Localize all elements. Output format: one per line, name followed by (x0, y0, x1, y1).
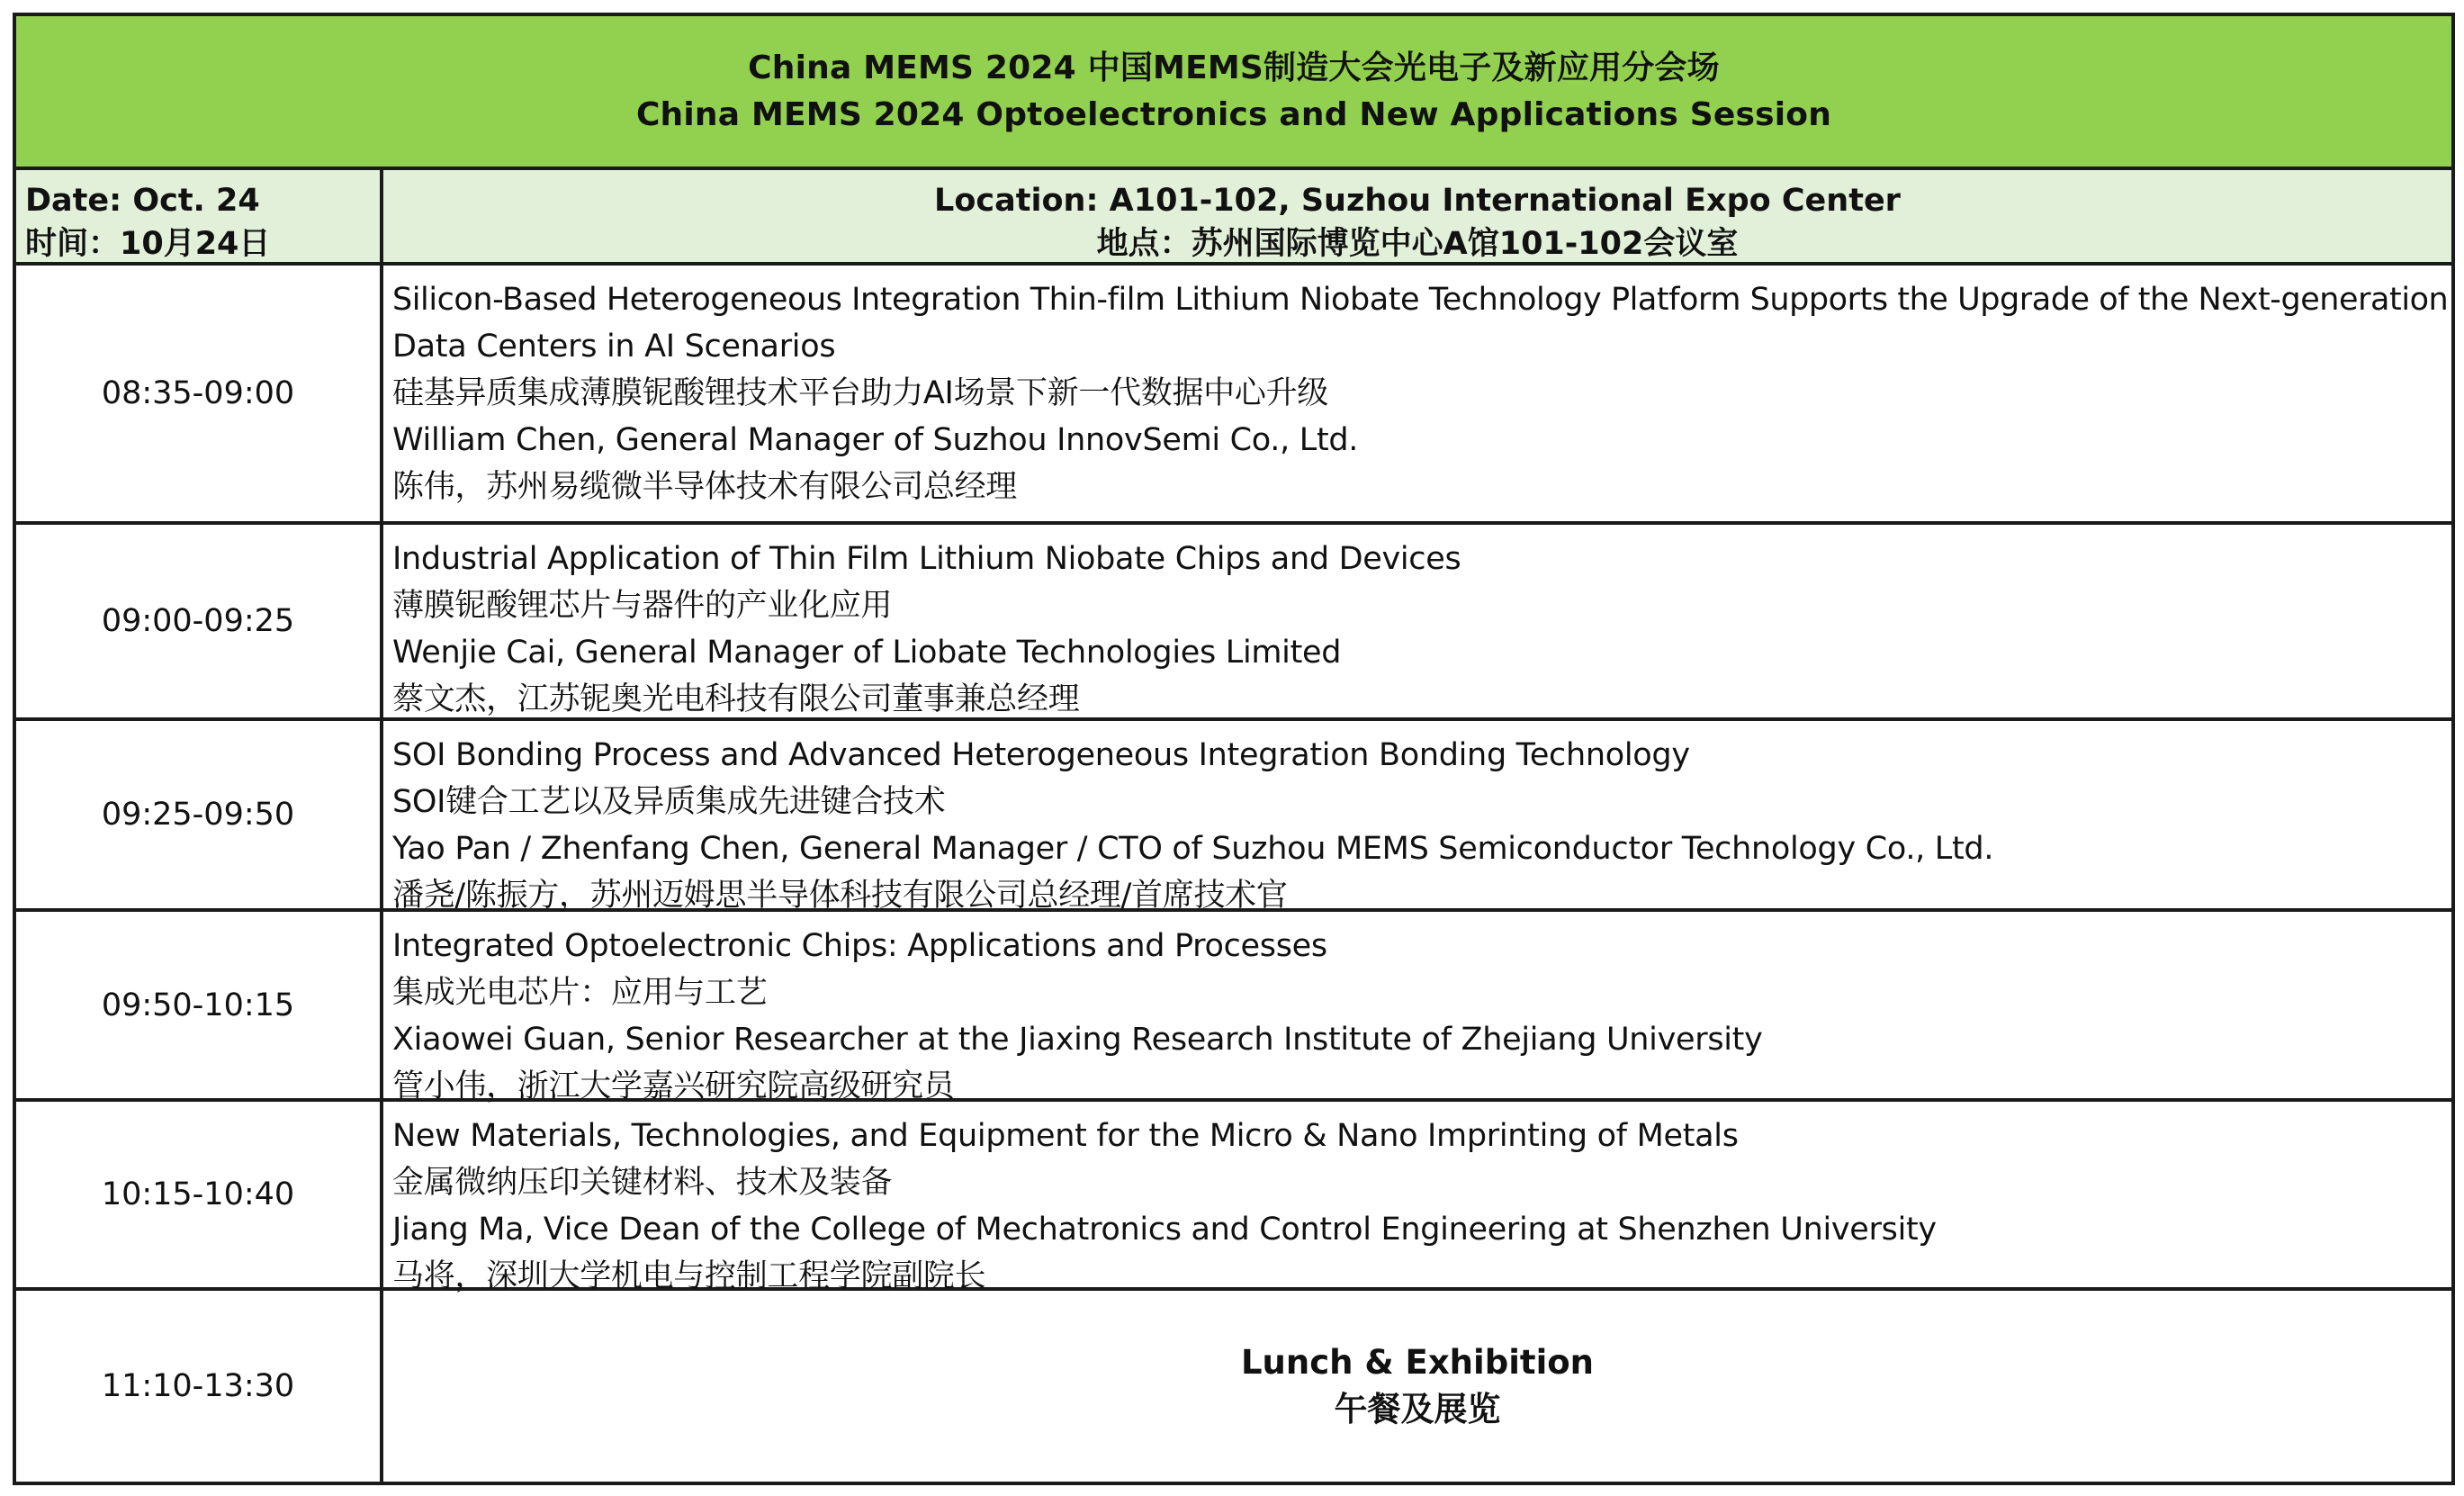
location-chinese: 地点：苏州国际博览中心A馆101-102会议室 (1096, 226, 1739, 262)
date-location-row (16, 170, 2451, 266)
speaker-chinese: 陈伟，苏州易缆微半导体技术有限公司总经理 (392, 469, 1018, 505)
speaker-english: Yao Pan / Zhenfang Chen, General Manager / CTO of Suzhou MEMS Semiconductor Technology Co., Ltd. (392, 831, 1994, 867)
talk-title-chinese: 金属微纳压印关键材料、技术及装备 (392, 1165, 893, 1201)
table-row-lunch (16, 1291, 2451, 1482)
lunch-label-english: Lunch & Exhibition (1240, 1343, 1595, 1382)
time-slot: 11:10-13:30 (16, 1291, 383, 1482)
speaker-english: Jiang Ma, Vice Dean of the College of Mechatronics and Control Engineering at Shenzhen University (392, 1212, 1937, 1248)
speaker-chinese: 蔡文杰，江苏铌奥光电科技有限公司董事兼总经理 (392, 681, 1080, 717)
talk-details (383, 1102, 2451, 1294)
talk-details (383, 525, 2451, 717)
time-slot: 09:00-09:25 (16, 525, 383, 717)
talk-title-english-continued: Data Centers in AI Scenarios (392, 329, 836, 365)
talk-details (383, 912, 2451, 1104)
table-row (16, 721, 2451, 912)
lunch-label-chinese: 午餐及展览 (1334, 1390, 1501, 1428)
talk-title-chinese: 薄膜铌酸锂芯片与器件的产业化应用 (392, 588, 893, 624)
time-slot: 09:50-10:15 (16, 912, 383, 1098)
speaker-chinese: 管小伟，浙江大学嘉兴研究院高级研究员 (392, 1068, 955, 1104)
location-cell (383, 170, 2451, 262)
location-english: Location: A101-102, Suzhou International Expo Center (934, 183, 1901, 219)
time-slot: 09:25-09:50 (16, 721, 383, 908)
speaker-chinese: 马将，深圳大学机电与控制工程学院副院长 (392, 1258, 986, 1294)
table-row (16, 266, 2451, 525)
date-cell (16, 170, 383, 262)
time-slot: 10:15-10:40 (16, 1102, 383, 1287)
talk-title-english: Industrial Application of Thin Film Lithium Niobate Chips and Devices (392, 541, 1461, 577)
title-chinese: China MEMS 2024 中国MEMS制造大会光电子及新应用分会场 (748, 49, 1720, 86)
date-chinese: 时间：10月24日 (25, 226, 271, 262)
speaker-english: Xiaowei Guan, Senior Researcher at the Jiaxing Research Institute of Zhejiang University (392, 1022, 1763, 1058)
talk-details (383, 721, 2451, 914)
table-row (16, 912, 2451, 1102)
speaker-english: Wenjie Cai, General Manager of Liobate Technologies Limited (392, 635, 1342, 671)
speaker-chinese: 潘尧/陈振方，苏州迈姆思半导体科技有限公司总经理/首席技术官 (392, 878, 1288, 914)
lunch-cell (383, 1291, 2451, 1482)
time-slot: 08:35-09:00 (16, 266, 383, 521)
talk-title-english: New Materials, Technologies, and Equipment for the Micro & Nano Imprinting of Metals (392, 1118, 1739, 1154)
agenda-table (13, 13, 2455, 1485)
session-title-banner (16, 16, 2451, 170)
table-row (16, 1102, 2451, 1294)
talk-title-chinese: 集成光电芯片：应用与工艺 (392, 975, 768, 1011)
talk-title-chinese: SOI键合工艺以及异质集成先进键合技术 (392, 784, 946, 820)
talk-details (383, 266, 2451, 521)
title-english: China MEMS 2024 Optoelectronics and New Applications Session (635, 95, 1832, 133)
talk-title-english: Silicon-Based Heterogeneous Integration Thin-film Lithium Niobate Technology Platform Supports the Upgrade of the Next-generation (392, 282, 2449, 318)
talk-title-english: Integrated Optoelectronic Chips: Applications and Processes (392, 928, 1327, 964)
date-english: Date: Oct. 24 (25, 183, 260, 219)
table-row (16, 525, 2451, 721)
talk-title-chinese: 硅基异质集成薄膜铌酸锂技术平台助力AI场景下新一代数据中心升级 (392, 375, 1328, 411)
speaker-english: William Chen, General Manager of Suzhou InnovSemi Co., Ltd. (392, 422, 1359, 458)
talk-title-english: SOI Bonding Process and Advanced Heterogeneous Integration Bonding Technology (392, 737, 1690, 773)
